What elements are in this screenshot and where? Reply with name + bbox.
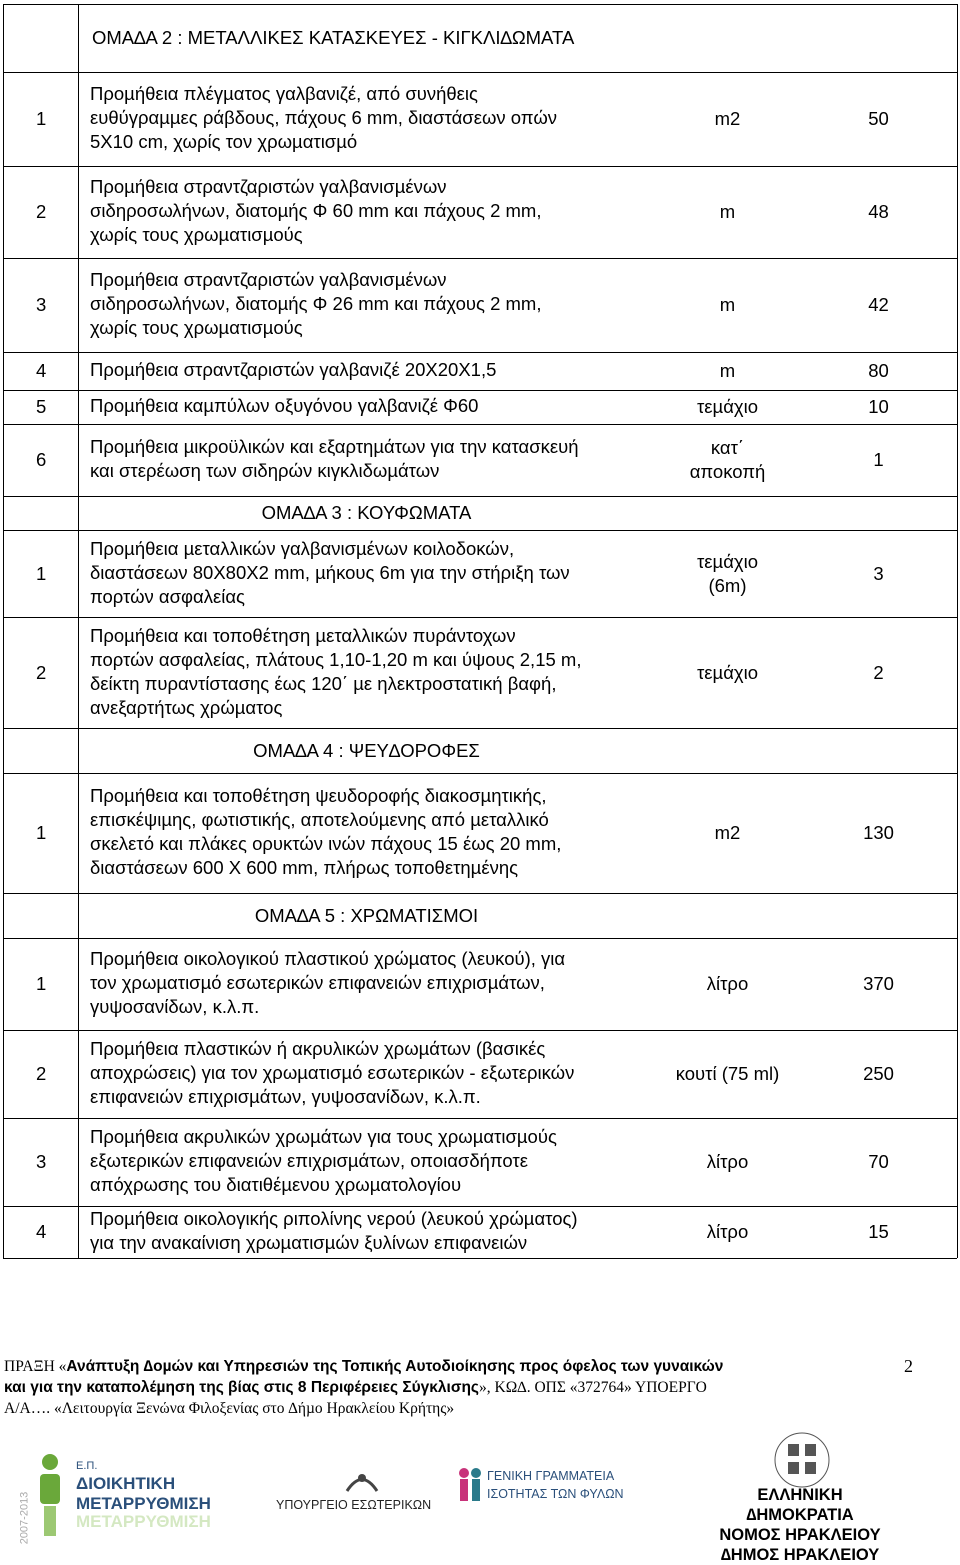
item-quantity: 3: [873, 563, 884, 584]
item-description: Προµήθεια ακρυλικών χρωµάτων για τους χρωµατισµούς: [90, 1126, 557, 1147]
item-number: 4: [36, 360, 47, 381]
column-rule: [957, 1206, 958, 1258]
ep-small: Ε.Π.: [76, 1460, 98, 1472]
ministry-label: ΥΠΟΥΡΓΕΙΟ ΕΣΩΤΕΡΙΚΩΝ: [276, 1498, 432, 1512]
item-quantity: 370: [863, 973, 894, 994]
column-rule: [78, 617, 79, 728]
column-rule: [3, 1030, 4, 1118]
item-unit: τεµάχιο: [696, 662, 759, 683]
item-unit: λίτρο: [706, 1221, 749, 1242]
item-description: εξωτερικών επιφανειών επιχρισµάτων, οποιασδήποτε: [90, 1150, 528, 1171]
column-rule: [78, 4, 79, 72]
item-number: 1: [36, 973, 47, 994]
greek-flag-icon: [774, 1432, 830, 1488]
table-rule: [3, 1030, 957, 1031]
item-description: πορτών ασφαλείας: [90, 586, 245, 607]
column-rule: [3, 530, 4, 617]
state-line2: ∆ΗΜΟΚΡΑΤΙΑ: [746, 1506, 854, 1524]
item-number: 1: [36, 563, 47, 584]
item-number: 4: [36, 1221, 47, 1242]
state-line3: ΝΟΜΟΣ ΗΡΑΚΛΕΙΟΥ: [719, 1526, 881, 1544]
column-rule: [957, 258, 958, 352]
ep-figure-icon: [30, 1440, 70, 1558]
table-rule: [3, 1118, 957, 1119]
column-rule: [957, 1030, 958, 1118]
item-quantity: 1: [873, 449, 884, 470]
item-description: και στερέωση των σιδηρών κιγκλιδωµάτων: [90, 460, 440, 481]
item-number: 5: [36, 396, 47, 417]
ministry-emblem-icon: [342, 1466, 382, 1496]
column-rule: [78, 258, 79, 352]
item-unit: m2: [714, 822, 741, 843]
column-rule: [3, 1206, 4, 1258]
column-rule: [78, 938, 79, 1030]
column-rule: [3, 166, 4, 258]
item-description: αποχρώσεις) για τον χρωµατισµό εσωτερικών - εξωτερικών: [90, 1062, 575, 1083]
item-description: Προµήθεια οικολογικής ριπολίνης νερού (λευκού χρώµατος): [90, 1208, 578, 1229]
column-rule: [78, 773, 79, 893]
item-description: 5Χ10 cm, χωρίς τον χρωµατισµό: [90, 131, 358, 152]
column-rule: [957, 72, 958, 166]
item-description: Προµήθεια πλέγµατος γαλβανιζέ, από συνήθεις: [90, 83, 478, 104]
ministry-logo: [272, 1466, 452, 1526]
column-rule: [957, 424, 958, 496]
column-rule: [957, 893, 958, 938]
table-rule: [3, 530, 957, 531]
table-rule: [3, 72, 957, 73]
item-quantity: 15: [868, 1221, 889, 1242]
table-rule: [3, 938, 957, 939]
column-rule: [3, 424, 4, 496]
item-quantity: 70: [868, 1151, 889, 1172]
item-unit: τεµάχιο: [696, 551, 759, 572]
item-description: τον χρωµατισµό εσωτερικών επιφανειών επιχρισµάτων,: [90, 972, 545, 993]
gg-equality-logo: [455, 1463, 635, 1523]
gg-figures-icon: [455, 1467, 483, 1507]
item-description: Προµήθεια και τοποθέτηση µεταλλικών πυράντοχων: [90, 625, 516, 646]
item-description: Προµήθεια οικολογικού πλαστικού χρώµατος (λευκού), για: [90, 948, 566, 969]
item-unit: m: [719, 360, 736, 381]
item-description: Προµήθεια µεταλλικών γαλβανισµένων κοιλοδοκών,: [90, 538, 515, 559]
gg-line1: ΓΕΝΙΚΗ ΓΡΑΜΜΑΤΕΙΑ: [487, 1469, 615, 1483]
item-quantity: 42: [868, 294, 889, 315]
ep-years: 2007-2013: [18, 1491, 31, 1545]
column-rule: [3, 496, 4, 530]
table-rule: [3, 893, 957, 894]
state-line1: ΕΛΛΗΝΙΚΗ: [757, 1486, 843, 1504]
column-rule: [957, 4, 958, 72]
table-rule: [3, 617, 957, 618]
ep-line1: ΔΙΟΙΚΗΤΙΚΗ: [76, 1474, 176, 1493]
project-title-2: και για την καταπολέµηση της βίας στις 8 Περιφέρειες Σύγκλισης: [4, 1379, 479, 1396]
item-quantity: 2: [873, 662, 884, 683]
table-rule: [3, 773, 957, 774]
item-description: διαστάσεων 80Χ80Χ2 mm, µήκους 6m για την στήριξη των: [90, 562, 570, 583]
table-rule: [3, 258, 957, 259]
column-rule: [3, 258, 4, 352]
column-rule: [957, 773, 958, 893]
column-rule: [3, 728, 4, 773]
item-number: 3: [36, 294, 47, 315]
item-quantity: 130: [863, 822, 894, 843]
table-rule: [3, 4, 957, 5]
item-quantity: 250: [863, 1063, 894, 1084]
table-rule: [3, 424, 957, 425]
ep-logo: [18, 1440, 211, 1560]
item-description: δείκτη πυραντίστασης έως 120΄ µε ηλεκτροστατική βαφή,: [90, 673, 557, 694]
state-line4: ∆ΗΜΟΣ ΗΡΑΚΛΕΙΟΥ: [720, 1546, 880, 1564]
item-quantity: 80: [868, 360, 889, 381]
item-description: χωρίς τους χρωµατισµούς: [90, 317, 303, 338]
item-description: Προµήθεια καµπύλων οξυγόνου γαλβανιζέ Φ60: [90, 395, 479, 416]
item-unit: m: [719, 201, 736, 222]
column-rule: [957, 530, 958, 617]
column-rule: [3, 390, 4, 424]
column-rule: [78, 72, 79, 166]
item-description: χωρίς τους χρωµατισµούς: [90, 224, 303, 245]
column-rule: [78, 352, 79, 390]
item-description: ευθύγραµµες ράβδους, πάχους 6 mm, διαστάσεων οπών: [90, 107, 558, 128]
group-title: ΟΜΑ∆Α 4 : ΨΕΥ∆ΟΡΟΦΕΣ: [253, 740, 480, 761]
project-title-1: Ανάπτυξη ∆οµών και Υπηρεσιών της Τοπικής Αυτοδιοίκησης προς όφελος των γυναικών: [66, 1358, 724, 1375]
page-number: 2: [904, 1356, 913, 1376]
table-rule: [3, 1258, 957, 1259]
project-footer: ΠΡΑΞΗ «Ανάπτυξη ∆οµών και Υπηρεσιών της Τοπικής Αυτοδιοίκησης προς όφελος των γυναικών και για την καταπολέµηση της βίας στις 8 Περιφέρειες Σύγκλισης», ΚΩ∆. ΟΠΣ «372764» ΥΠΟΕΡΓΟ Α/Α…. «Λειτουργία Ξενώνα Φιλοξενίας στο ∆ήµο Ηρακλείου Κρήτης»: [4, 1356, 904, 1419]
item-unit: τεµάχιο: [696, 396, 759, 417]
item-number: 2: [36, 201, 47, 222]
item-description: σιδηροσωλήνων, διατοµής Φ 60 mm και πάχους 2 mm,: [90, 200, 542, 221]
column-rule: [957, 352, 958, 390]
table-rule: [3, 166, 957, 167]
column-rule: [957, 390, 958, 424]
column-rule: [3, 72, 4, 166]
item-description: Προµήθεια στραντζαριστών γαλβανισµένων: [90, 176, 447, 197]
item-unit: κουτί (75 ml): [675, 1063, 780, 1084]
item-number: 6: [36, 449, 47, 470]
project-subtitle: Α/Α…. «Λειτουργία Ξενώνα Φιλοξενίας στο ∆ήµο Ηρακλείου Κρήτης»: [4, 1400, 455, 1417]
item-description: ανεξαρτήτως χρώµατος: [90, 697, 283, 718]
group-title: ΟΜΑ∆Α 2 : ΜΕΤΑΛΛΙΚΕΣ ΚΑΤΑΣΚΕΥΕΣ - ΚΙΓΚΛΙ∆ΩΜΑΤΑ: [92, 27, 575, 48]
table-rule: [3, 728, 957, 729]
column-rule: [3, 617, 4, 728]
column-rule: [957, 938, 958, 1030]
column-rule: [957, 1118, 958, 1206]
item-description: Προµήθεια στραντζαριστών γαλβανισµένων: [90, 269, 447, 290]
column-rule: [78, 1030, 79, 1118]
item-unit: λίτρο: [706, 973, 749, 994]
item-description: Προµήθεια πλαστικών ή ακρυλικών χρωµάτων (βασικές: [90, 1038, 546, 1059]
table-rule: [3, 496, 957, 497]
ep-line2: ΜΕΤΑΡΡΥΘΜΙΣΗ: [76, 1494, 211, 1513]
column-rule: [78, 390, 79, 424]
column-rule: [3, 352, 4, 390]
item-number: 2: [36, 1063, 47, 1084]
column-rule: [957, 617, 958, 728]
item-description: διαστάσεων 600 Χ 600 mm, πλήρως τοποθετηµένης: [90, 857, 519, 878]
column-rule: [78, 166, 79, 258]
item-unit: λίτρο: [706, 1151, 749, 1172]
item-unit: m2: [714, 108, 741, 129]
item-description: για την ανακαίνιση χρωµατισµών ξυλίνων επιφανειών: [90, 1232, 528, 1253]
column-rule: [78, 424, 79, 496]
column-rule: [78, 1118, 79, 1206]
column-rule: [78, 530, 79, 617]
column-rule: [3, 773, 4, 893]
table-rule: [3, 352, 957, 353]
item-description: επιφανειών επιχρισµάτων, γυψοσανίδων, κ.λ.π.: [90, 1086, 481, 1107]
item-number: 1: [36, 822, 47, 843]
table-rule: [3, 390, 957, 391]
column-rule: [3, 893, 4, 938]
group-title: ΟΜΑ∆Α 3 : ΚΟΥΦΩΜΑΤΑ: [261, 502, 472, 523]
item-unit: m: [719, 294, 736, 315]
item-quantity: 48: [868, 201, 889, 222]
item-unit: κατ΄: [710, 437, 745, 458]
column-rule: [3, 1118, 4, 1206]
column-rule: [3, 938, 4, 1030]
item-description: Προµήθεια µικροϋλικών και εξαρτηµάτων για την κατασκευή: [90, 436, 579, 457]
item-number: 3: [36, 1151, 47, 1172]
item-number: 1: [36, 108, 47, 129]
item-description: Προµήθεια στραντζαριστών γαλβανιζέ 20Χ20Χ1,5: [90, 359, 497, 380]
item-description: σκελετό και πλάκες ορυκτών ινών πάχους 15 έως 20 mm,: [90, 833, 562, 854]
item-unit: αποκοπή: [689, 461, 766, 482]
column-rule: [957, 166, 958, 258]
item-quantity: 10: [868, 396, 889, 417]
item-description: απόχρωσης του διατιθέµενου χρωµατολογίου: [90, 1174, 462, 1195]
item-quantity: 50: [868, 108, 889, 129]
column-rule: [957, 728, 958, 773]
item-description: γυψοσανίδων, κ.λ.π.: [90, 996, 260, 1017]
column-rule: [78, 1206, 79, 1258]
item-unit: (6m): [708, 575, 747, 596]
item-description: πορτών ασφαλείας, πλάτους 1,10-1,20 m και ύψους 2,15 m,: [90, 649, 582, 670]
group-title: ΟΜΑ∆Α 5 : ΧΡΩΜΑΤΙΣΜΟΙ: [254, 905, 479, 926]
item-description: Προµήθεια και τοποθέτηση ψευδοροφής διακοσµητικής,: [90, 785, 547, 806]
item-number: 2: [36, 662, 47, 683]
gg-line2: ΙΣΟΤΗΤΑΣ ΤΩΝ ΦΥΛΩΝ: [487, 1487, 624, 1501]
column-rule: [957, 496, 958, 530]
ep-line2-reflection: ΜΕΤΑΡΡΥΘΜΙΣΗ: [76, 1512, 211, 1531]
column-rule: [3, 4, 4, 72]
item-description: σιδηροσωλήνων, διατοµής Φ 26 mm και πάχους 2 mm,: [90, 293, 542, 314]
item-description: επισκέψιµης, φωτιστικής, αποτελούµενης από µεταλλικό: [90, 809, 549, 830]
